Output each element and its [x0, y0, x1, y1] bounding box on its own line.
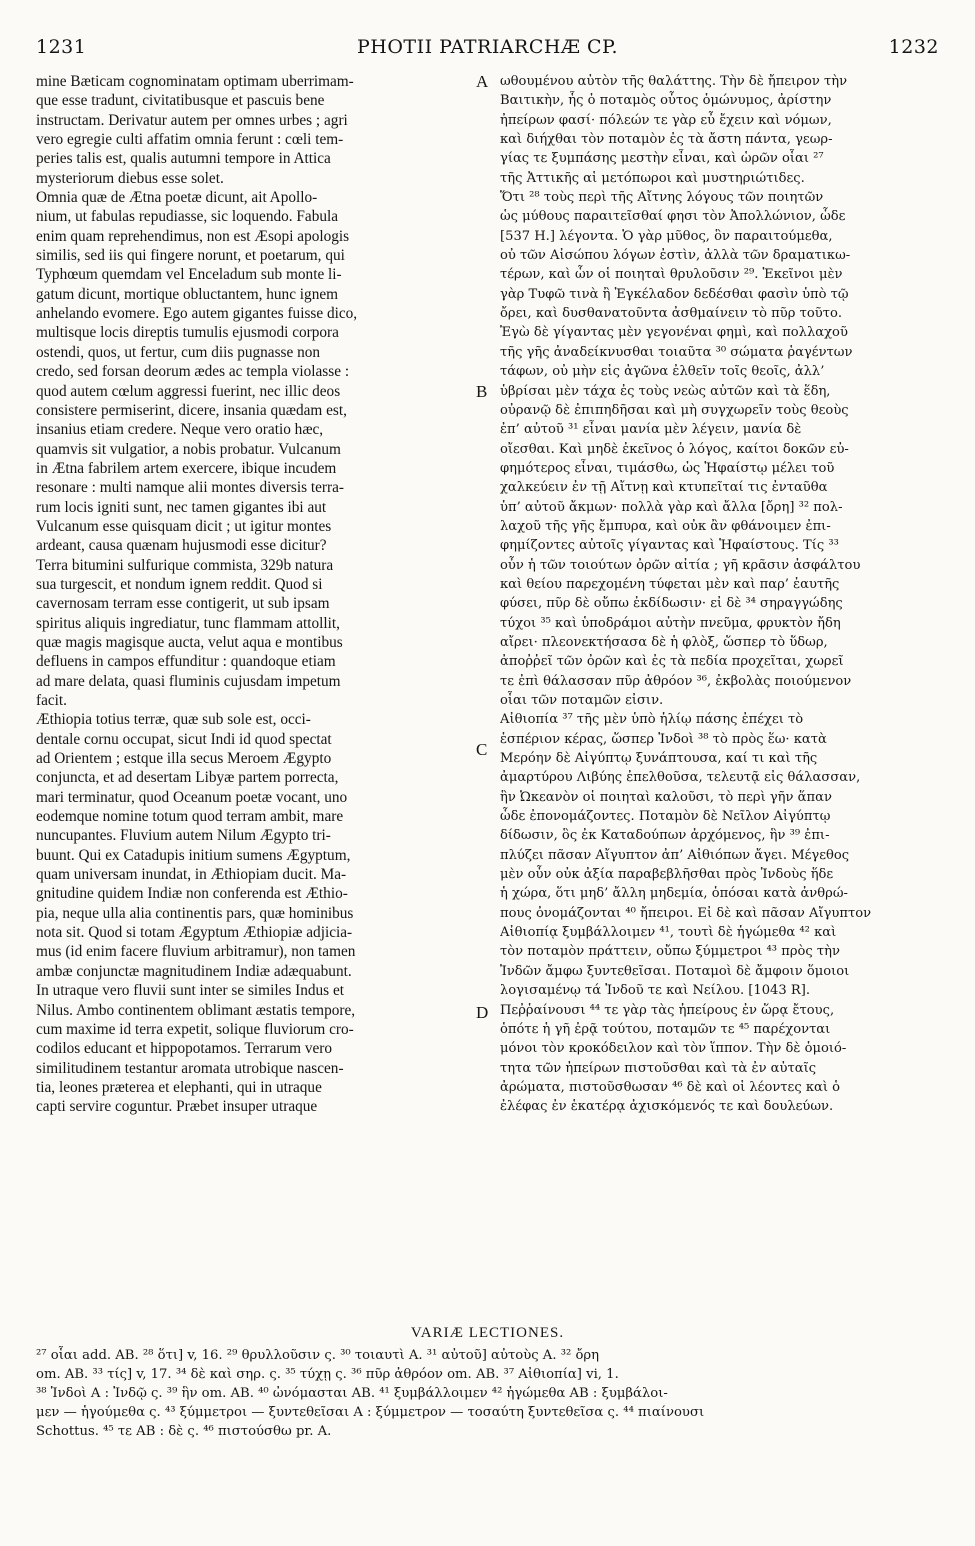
greek-text-line: Αἰθιοπίᾳ ξυμβάλλοιμεν ⁴¹, τουτὶ δὲ ἡγώμεθα ⁴² καὶ — [500, 925, 837, 941]
page-number-right: 1232 — [888, 36, 939, 58]
greek-text-line: αἴρει· πλεονεκτήσασα δὲ ἡ φλὸξ, ὥσπερ τὸ ὕδωρ, — [500, 634, 828, 650]
greek-text-line: φημίζοντες αὐτοῖς γίγαντας καὶ Ἡφαίστους. Τίς ³³ — [500, 538, 839, 554]
variant-note-line: ²⁷ οἷαι add. AB. ²⁸ ὅτι] v, 16. ²⁹ θρυλλοῦσιν ς. ³⁰ τοιαυτὶ A. ³¹ αὐτοῦ] αὐτοὺς A. ³² ὄρη — [36, 1348, 600, 1363]
latin-text-line: capti servire coguntur. Præbet insuper utraque — [36, 1098, 318, 1116]
greek-text-line: Ἐγὼ δὲ γίγαντας μὲν γεγονέναι φημὶ, καὶ πολλαχοῦ — [500, 325, 848, 341]
variae-lectiones-heading: VARIÆ LECTIONES. — [410, 1325, 565, 1341]
greek-text-line: πλύζει πᾶσαν Αἴγυπτον ἀπ’ Αἰθιόπων ἄγει. Μέγεθος — [500, 847, 850, 863]
latin-text-line: ad mare delata, quasi fluminis cujusdam impetum — [36, 672, 341, 690]
greek-text-line: λαχοῦ τῆς γῆς ἔμπυρα, καὶ οὐκ ἂν φθάνοιμεν ἐπι- — [500, 518, 831, 534]
greek-text-line: Αἰθιοπία ³⁷ τῆς μὲν ὑπὸ ἡλίῳ πάσης ἐπέχει τὸ — [500, 712, 804, 728]
latin-text-line: quam universam inundat, in Æthiopiam ducit. Ma- — [36, 866, 347, 884]
greek-text-line: ὑβρίσαι μὲν τάχα ἐς τοὺς νεὼς αὐτῶν καὶ τὰ ἕδη, — [500, 383, 831, 399]
page-number-left: 1231 — [36, 36, 87, 58]
greek-text-line: ἀποῤῥεῖ τῶν ὀρῶν καὶ ἐς τὰ πεδία προχεῖται, χωρεῖ — [500, 654, 844, 670]
latin-text-line: defluens in campos effunditur : quandoque etiam — [36, 653, 336, 671]
latin-text-line: gnitudine quidem Indiæ non conferenda est Æthio- — [36, 885, 348, 903]
latin-text-line: similis, sed iis qui fingere norunt, et poetarum, qui — [36, 247, 345, 265]
greek-text-line: οὖν ἡ τῶν τοιούτων ὀρῶν αἰτία ; γῆ κρᾶσιν ἀσφάλτου — [500, 557, 861, 573]
latin-text-line: mine Bæticam cognominatam optimam uberrimam- — [36, 73, 354, 90]
greek-text-line: καὶ διήχθαι τὸν ποταμὸν ἐς τὰ ἄστη πάντα, γεωρ- — [500, 132, 833, 148]
greek-text-line: τητα τῶν ἠπείρων πιστοῦσθαι καὶ τὰ ἐν αὐταῖς — [500, 1060, 817, 1076]
latin-text-line: instructam. Derivatur autem per omnes urbes ; agri — [36, 111, 348, 129]
greek-text-line: τῆς Ἀττικῆς αἱ μετόπωροι καὶ μυστηριώτιδες. — [500, 170, 805, 186]
latin-text-line: que esse tradunt, civitatibusque et pascuis bene — [36, 92, 325, 110]
greek-text-line: ὡς μύθους παραιτεῖσθαί φησι τὸν Ἀπολλώνιον, ὧδε — [500, 209, 846, 225]
latin-text-line: mus (id enim facere fluvium arbitramur), non tamen — [36, 943, 356, 961]
latin-text-line: ad Orientem ; estque illa secus Meroem Ægypto — [36, 750, 332, 768]
greek-column — [500, 72, 940, 1117]
latin-text-line: nium, ut fabulas repudiasse, sic loquendo. Fabula — [36, 208, 339, 226]
running-header — [0, 36, 975, 66]
latin-text-line: facit. — [36, 692, 67, 709]
margin-letter-d: D — [476, 1003, 489, 1022]
greek-text-line: ὄρει, καὶ δυσθανατοῦντα ἀσθμαίνειν τὸ πῦρ τοῦτο. — [500, 306, 842, 322]
greek-text-line: ἣν Ὠκεανὸν οἱ ποιηταὶ καλοῦσι, τὸ περὶ γῆν ἅπαν — [500, 789, 832, 805]
greek-text-line: οὐ τῶν Αἰσώπου λόγων ἐστὶν, ἀλλὰ τῶν δραματικω- — [500, 248, 851, 264]
latin-text-line: quamvis sit vulgatior, a nobis probatur. Vulcanum — [36, 440, 341, 458]
latin-column — [36, 72, 476, 1117]
greek-text-line: ωθουμένου αὐτὸν τῆς θαλάττης. Τὴν δὲ ἤπειρον τὴν — [500, 74, 848, 89]
greek-text-line: ὧδε ἐπονομάζοντες. Ποταμὸν δὲ Νεῖλον Αἰγύπτῳ — [500, 809, 831, 825]
latin-text-line: mari terminatur, quod Oceanum poetæ vocant, uno — [36, 788, 348, 806]
greek-text-line: καὶ θείου παρεχομένη τύφεται μὲν καὶ παρ’ ἑαυτῆς — [500, 576, 840, 592]
latin-text-line: eodemque nomine totum quod terram ambit, mare — [36, 808, 344, 826]
latin-text-line: buunt. Qui ex Catadupis initium sumens Ægyptum, — [36, 846, 351, 864]
latin-text-line: conjuncta, et ad desertam Libyæ partem porrecta, — [36, 769, 339, 787]
latin-text-line: credo, sed forsan deorum ædes ac templa violasse : — [36, 363, 350, 381]
greek-text-line: Μερόην δὲ Αἰγύπτῳ ξυνάπτουσα, καί τι καὶ τῆς — [500, 751, 818, 767]
latin-text-line: Omnia quæ de Ætna poetæ dicunt, ait Apollo- — [36, 189, 318, 207]
latin-text-line: Vulcanum esse quisquam dicit ; ut igitur montes — [36, 517, 332, 535]
latin-text-line: cavernosam terram esse contigerit, ut sub ipsam — [36, 595, 330, 613]
greek-text-line: ὑπ’ αὐτοῦ ἄκμων· πολλὰ γὰρ καὶ ἄλλα [ὄρη] ³² πολ- — [500, 499, 843, 515]
greek-text-line: ἀμαρτύρου Λιβύης ἐπελθοῦσα, τελευτᾷ εἰς θάλασσαν, — [500, 770, 861, 786]
latin-text-line: nota sit. Quod si totam Ægyptum Æthiopiæ adjicia- — [36, 924, 353, 942]
variant-note-line: ³⁸ Ἰνδοὶ A : Ἰνδῷ ς. ³⁹ ἣν om. AB. ⁴⁰ ὠνόμασται AB. ⁴¹ ξυμβάλλοιμεν ⁴² ἡγώμεθα AB : ξυμβάλοι- — [36, 1386, 668, 1401]
greek-text-line: τε ἐπὶ θάλασσαν πῦρ ἀθρόον ³⁶, ἐκβολὰς ποιούμενον — [500, 673, 852, 689]
latin-text-line: ostendi, quos, ut fertur, cum diis pugnasse non — [36, 343, 321, 361]
latin-text-line: multisque locis direptis tumulis ejusmodi corpora — [36, 324, 339, 342]
greek-text-line: ὁπότε ἡ γῆ ἐρᾷ τούτου, ποταμῶν τε ⁴⁵ παρέχονται — [500, 1021, 831, 1037]
greek-text-line: ἑσπέριον κέρας, ὥσπερ Ἰνδοὶ ³⁸ τὸ πρὸς ἕω· κατὰ — [500, 731, 827, 747]
latin-text-line: consistere permiserint, dicere, insania quædam est, — [36, 401, 347, 419]
greek-text-line: φύσει, πῦρ δὲ οὔπω ἐκδίδωσιν· εἰ δὲ ³⁴ σηραγγώδης — [500, 596, 843, 612]
variant-note-line: μεν — ἡγούμεθα ς. ⁴³ ξύμμετροι — ξυντεθεῖσαι A : ξύμμετρον — τοσαύτη ξυντεθεῖσα ς. ⁴⁴ πιαίνουσι — [36, 1405, 705, 1420]
greek-text-line: [537 H.] λέγοντα. Ὁ γὰρ μῦθος, ὃν παραιτούμεθα, — [500, 228, 833, 244]
greek-text-line: φημότερος εἶναι, τιμάσθω, ὡς Ἡφαίστῳ μέλει τοῦ — [500, 460, 835, 476]
latin-text-line: anhelando evomere. Ego autem gigantes fuisse dico, — [36, 305, 358, 323]
latin-text-line: resonare : multi namque alii montes diversis terra- — [36, 479, 344, 497]
latin-text-line: Nilus. Ambo continentem oblimant æstatis tempore, — [36, 1001, 356, 1019]
latin-text-line: enim quam reprehendimus, non est Æsopi apologis — [36, 227, 350, 245]
margin-letter-c: C — [476, 740, 488, 759]
greek-text-line: οὐρανῷ δὲ ἐπιπηδῆσαι καὶ μὴ συγχωρεῖν τοὺς θεοὺς — [500, 402, 849, 418]
latin-text-line: In utraque vero fluvii sunt inter se similes Indus et — [36, 982, 344, 1000]
variant-note-line: Schottus. ⁴⁵ τε AB : δὲ ς. ⁴⁶ πιστούσθω pr. A. — [36, 1424, 332, 1439]
greek-text-line: τύχοι ³⁵ καὶ ὑποδράμοι αὐτὴν πνεῦμα, φρυκτὸν ἤδη — [500, 615, 841, 631]
greek-text-line: τέρων, καὶ ὧν οἱ ποιηταὶ θρυλοῦσιν ²⁹. Ἐκεῖνοι μὲν — [500, 267, 843, 283]
latin-text-line: ardeant, causa quænam hujusmodi esse dicitur? — [36, 537, 327, 555]
latin-text-line: spiritus aliquis ingrediatur, tunc flammam attollit, — [36, 614, 340, 632]
greek-text-line: Ὅτι ²⁸ τοὺς περὶ τῆς Αἴτνης λόγους τῶν ποιητῶν — [500, 190, 824, 206]
latin-text-line: cum maxime id terra expetit, solique fluviorum cro- — [36, 1020, 354, 1038]
latin-text-line: peries talis est, qualis autumni tempore in Attica — [36, 150, 331, 168]
variant-note-line: om. AB. ³³ τίς] v, 17. ³⁴ δὲ καὶ σηρ. ς. ³⁵ τύχῃ ς. ³⁶ πῦρ ἀθρόον om. AB. ³⁷ Αἰθιοπία] vi, 1. — [36, 1367, 619, 1382]
greek-text-line: τὸν ποταμὸν πράττειν, οὔπω ξύμμετροι ⁴³ πρὸς τὴν — [500, 944, 840, 960]
latin-text-line: pia, neque ulla alia continentis pars, quæ hominibus — [36, 904, 354, 922]
greek-text-line: δίδωσιν, ὃς ἐκ Καταδούπων ἀρχόμενος, ἣν ³⁹ ἐπι- — [500, 828, 830, 844]
latin-text-line: gatum dicunt, mortique obluctantem, hunc ignem — [36, 285, 339, 303]
greek-text-line: ἀρώματα, πιστοῦσθωσαν ⁴⁶ δὲ καὶ οἱ λέοντες καὶ ὁ — [500, 1079, 841, 1095]
greek-text-line: ἐπ’ αὐτοῦ ³¹ εἶναι μανία μὲν λέγειν, μανία δὲ — [500, 422, 802, 438]
greek-text-line: Πεῤῥαίνουσι ⁴⁴ τε γὰρ τὰς ἠπείρους ἐν ὥρᾳ ἔτους, — [500, 1002, 835, 1018]
latin-text-line: quod autem cœlum aggressi fuerint, nec illic deos — [36, 382, 341, 400]
latin-text-line: mysteriorum diebus esse solet. — [36, 169, 224, 187]
greek-text-line: τάφων, οὐ μὴν εἰς ἀγῶνα ἐλθεῖν τοῖς θεοῖς, ἀλλ’ — [500, 364, 825, 380]
variae-lectiones-notes — [36, 1346, 941, 1441]
greek-text-line: Βαιτικὴν, ἧς ὁ ποταμὸς οὗτος ὁμώνυμος, ἀρίστην — [500, 93, 832, 109]
latin-text-line: sua turgescit, et nondum ignem reddit. Quod si — [36, 575, 323, 593]
latin-text-line: dentale cornu occupat, sicut Indi id quod spectat — [36, 730, 332, 748]
latin-text-line: Terra bitumini sulfurique commista, 329b natura — [36, 556, 334, 574]
latin-text-line: ambæ conjunctæ magnitudinem Indiæ adæquabunt. — [36, 962, 352, 980]
greek-text-line: τῆς γῆς ἀναδείκνυσθαι τοιαῦτα ³⁰ σώματα ῥαγέντων — [500, 344, 853, 360]
greek-text-line: οἷαι τῶν ποταμῶν εἰσιν. — [500, 693, 664, 708]
greek-text-line: γίας τε ξυμπάσης μεστὴν εἶναι, καὶ ὡρῶν οἷαι ²⁷ — [500, 151, 824, 167]
greek-text-line: ἡ χώρα, ὅτι μηδ’ ἄλλη μηδεμία, ὁπόσαι κατὰ ἀνθρώ- — [500, 886, 848, 902]
latin-text-line: vero egregie culti affatim omnia ferunt : cœli tem- — [36, 131, 344, 149]
latin-text-line: codilos educant et hippopotamos. Terrarum vero — [36, 1040, 333, 1058]
latin-text-line: insanius etiam credere. Neque vero oratio hæc, — [36, 421, 324, 439]
latin-text-line: Æthiopia totius terræ, quæ sub sole est, occi- — [36, 711, 311, 729]
latin-text-line: quæ magis magisque aucta, velut aqua e montibus — [36, 633, 343, 651]
greek-text-line: Ἰνδῶν ἄμφω ξυντεθεῖσαι. Ποταμοὶ δὲ ἄμφοιν ὅμοιοι — [500, 963, 850, 979]
margin-letter-a: A — [476, 72, 489, 91]
greek-text-line: ἐλέφας ἐν ἑκατέρᾳ ἀχισκόμενός τε καὶ δουλεύων. — [500, 1099, 834, 1115]
greek-text-line: οἴεσθαι. Καὶ μηδὲ ἐκεῖνος ὁ λόγος, καίτοι δοκῶν εὐ- — [500, 441, 849, 457]
running-title: PHOTII PATRIARCHÆ CP. — [356, 36, 619, 58]
greek-text-line: μόνοι τὸν κροκόδειλον καὶ τὸν ἵππον. Τὴν δὲ ὁμοιό- — [500, 1041, 847, 1057]
latin-text-line: nuncupantes. Fluvium autem Nilum Ægypto tri- — [36, 827, 331, 845]
latin-text-line: Typhœum quemdam vel Enceladum sub monte li- — [36, 266, 342, 284]
greek-text-line: γὰρ Τυφῶ τινὰ ἢ Ἐγκέλαδον δεδέσθαι φασὶν ὑπὸ τῷ — [500, 286, 849, 302]
greek-text-line: πους ὀνομάζονται ⁴⁰ ἤπειροι. Εἰ δὲ καὶ πᾶσαν Αἴγυπτον — [500, 905, 872, 921]
latin-text-line: in Ætna fabrilem artem exercere, ibique incudem — [36, 459, 337, 477]
greek-text-line: λογισαμένῳ τά Ἰνδοῦ τε καὶ Νείλου. [1043 R]. — [500, 983, 811, 999]
greek-text-line: μὲν οὖν οὐκ ἀξία παραβεβλῆσθαι πρὸς Ἰνδοὺς ἥδε — [500, 867, 834, 883]
greek-text-line: ἠπείρων φασί· πόλεών τε γὰρ εὖ ἔχειν καὶ νόμων, — [500, 112, 832, 128]
margin-letter-b: B — [476, 382, 488, 401]
latin-text-line: tia, leones præterea et elephanti, qui in utraque — [36, 1078, 322, 1096]
latin-text-line: similitudinem testantur aromata utrobique nascen- — [36, 1059, 344, 1077]
latin-text-line: rum locis igniti sunt, nec tamen gigantes ibi aut — [36, 498, 327, 516]
greek-text-line: χαλκεύειν ἐν τῇ Αἴτνῃ καὶ κτυπεῖταί τις ἐνταῦθα — [500, 480, 828, 496]
